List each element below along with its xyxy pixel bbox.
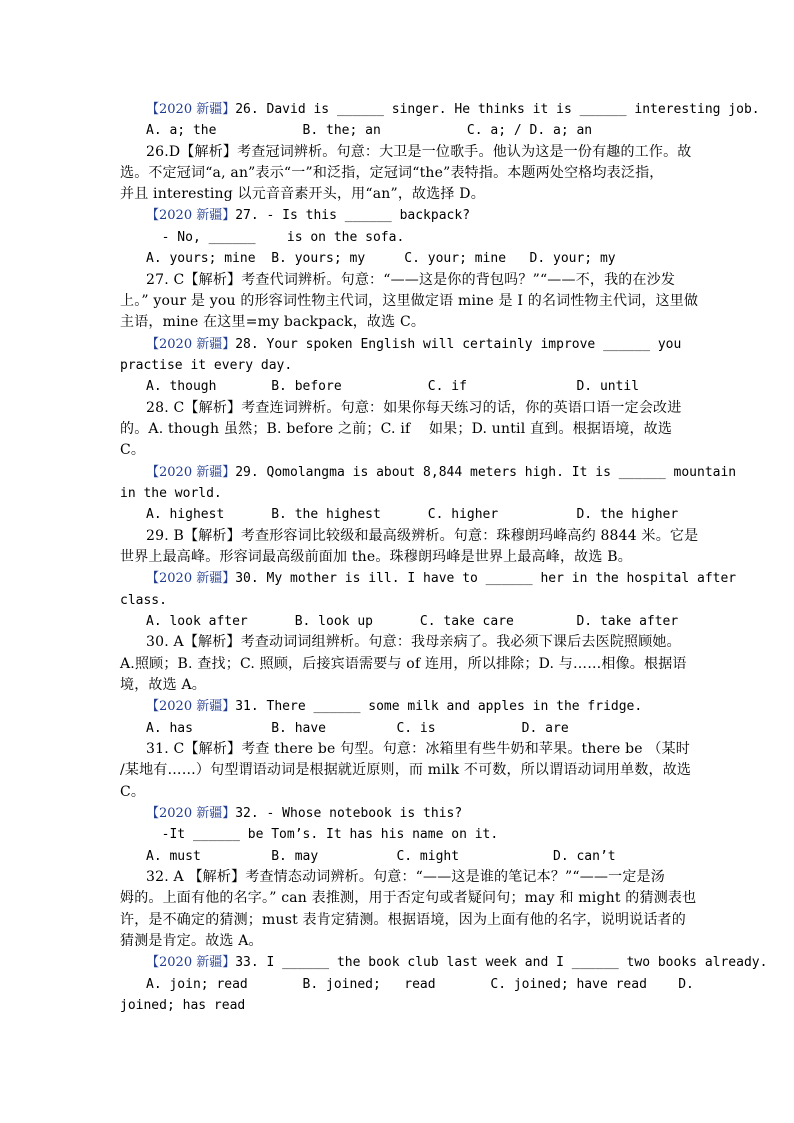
text-line [120, 932, 263, 951]
line-text: A. look after B. look up C. take care D. take after [146, 614, 679, 629]
text-line [120, 441, 145, 460]
text-line [146, 719, 569, 738]
text-line [120, 420, 672, 439]
line-text: 许，是不确定的猜测；must 表肯定猜测。根据语境，因为上面有他的名字，说明说话者的 [120, 912, 686, 928]
text-line [146, 825, 498, 844]
text-line [120, 484, 222, 503]
text-line [146, 804, 462, 823]
line-text: A. yours; mine B. yours; my C. your; mine D. your; my [146, 251, 616, 266]
text-line [120, 356, 292, 375]
text-line [146, 249, 616, 268]
line-text: 的。A. though 虽然；B. before 之前；C. if 如果；D. until 直到。根据语境，故选 [120, 421, 673, 437]
text-line [146, 697, 642, 716]
text-line [146, 206, 470, 225]
text-line [120, 996, 245, 1015]
line-text: 29. Qomolangma is about 8,844 meters high. It is ______ mountain [235, 465, 737, 480]
line-text: 30. My mother is ill. I have to ______ her in the hospital after [235, 571, 737, 586]
line-text: -It ______ be Tom’s. It has his name on it. [146, 827, 499, 842]
line-text: 33. I ______ the book club last week and I ______ two books already. [235, 955, 768, 970]
line-text: joined; has read [120, 998, 246, 1013]
line-text: C。 [120, 442, 146, 458]
line-text: C。 [120, 784, 146, 800]
text-line [120, 911, 686, 930]
line-text: 28. Your spoken English will certainly improve ______ you [235, 337, 682, 352]
line-text: 31. There ______ some milk and apples in the fridge. [235, 699, 643, 714]
line-text: 30. A【解析】考查动词词组辨析。句意：我母亲病了。我必须下课后去医院照顾她。 [146, 634, 681, 650]
line-text: 世界上最高峰。形容词最高级前面加 the。珠穆朗玛峰是世界上最高峰，故选 B。 [120, 549, 632, 565]
line-text: A. highest B. the highest C. higher D. the higher [146, 507, 679, 522]
text-line [120, 676, 206, 695]
text-line [120, 164, 663, 183]
text-line [120, 783, 145, 802]
text-line [146, 847, 616, 866]
line-text: A. has B. have C. is D. are [146, 721, 569, 736]
line-text: /某地有……）句型谓语动词是根据就近原则，而 milk 不可数，所以谓语动词用单数，故选 [120, 762, 692, 778]
line-text: 27. - Is this ______ backpack? [235, 208, 471, 223]
text-line [120, 591, 167, 610]
line-text: 并且 interesting 以元音音素开头，用“an”，故选择 D。 [120, 186, 485, 202]
line-text: A. must B. may C. might D. can’t [146, 849, 616, 864]
text-line [146, 377, 639, 396]
line-text: A. though B. before C. if D. until [146, 379, 640, 394]
line-text: 27. C【解析】考查代词辨析。句意：“——这是你的背包吗？”“——不，我的在沙发 [146, 272, 676, 288]
source-tag: 【2020 新疆】 [146, 699, 236, 714]
text-line [146, 953, 767, 972]
text-line [120, 889, 696, 908]
line-text: 主语，mine 在这里=my backpack，故选 C。 [120, 314, 426, 330]
line-text: 姆的。上面有他的名字。” can 表推测，用于否定句或者疑问句；may 和 might 的猜测表也 [120, 890, 697, 906]
source-tag: 【2020 新疆】 [146, 465, 236, 480]
line-text: 31. C【解析】考查 there be 句型。句意：冰箱里有些牛奶和苹果。there be （某时 [146, 741, 690, 757]
text-line [146, 740, 690, 759]
line-text: practise it every day. [120, 358, 293, 373]
source-tag: 【2020 新疆】 [146, 806, 236, 821]
text-line [120, 292, 698, 311]
line-text: 26.D【解析】考查冠词辨析。句意：大卫是一位歌手。他认为这是一份有趣的工作。故 [146, 144, 692, 160]
text-line [146, 527, 698, 546]
text-line [146, 100, 760, 119]
line-text: 猜测是肯定。故选 A。 [120, 933, 263, 949]
source-tag: 【2020 新疆】 [146, 337, 236, 352]
text-line [120, 185, 485, 204]
line-text: 32. - Whose notebook is this? [235, 806, 463, 821]
text-line [146, 505, 678, 524]
line-text: 上。” your 是 you 的形容词性物主代词，这里做定语 mine 是 I 的名词性物主代词，这里做 [120, 293, 699, 309]
text-line [146, 868, 665, 887]
line-text: in the world. [120, 486, 222, 501]
line-text: 境，故选 A。 [120, 677, 206, 693]
line-text: - No, ______ is on the sofa. [146, 230, 405, 245]
text-line [146, 271, 675, 290]
line-text: 28. C【解析】考查连词辨析。句意：如果你每天练习的话，你的英语口语一定会改进 [146, 400, 682, 416]
line-text: class. [120, 593, 167, 608]
text-line [120, 548, 632, 567]
text-line [146, 143, 692, 162]
line-text: A.照顾；B. 查找；C. 照顾，后接宾语需要与 of 连用，所以排除；D. 与……相像。根据语 [120, 656, 687, 672]
source-tag: 【2020 新疆】 [146, 571, 236, 586]
source-tag: 【2020 新疆】 [146, 955, 236, 970]
text-line [146, 463, 736, 482]
source-tag: 【2020 新疆】 [146, 102, 236, 117]
text-line [146, 121, 592, 140]
line-text: 32. A 【解析】考查情态动词辨析。句意：“——这是谁的笔记本？”“——一定是汤 [146, 869, 665, 885]
text-line [146, 612, 678, 631]
source-tag: 【2020 新疆】 [146, 208, 236, 223]
text-line [146, 975, 694, 994]
line-text: A. a; the B. the; an C. a; / D. a; an [146, 123, 593, 138]
line-text: A. join; read B. joined; read C. joined; have read D. [146, 977, 694, 992]
text-line [146, 633, 681, 652]
text-line [120, 313, 425, 332]
text-line [146, 569, 736, 588]
text-line [146, 399, 681, 418]
line-text: 29. B【解析】考查形容词比较级和最高级辨析。句意：珠穆朗玛峰高约 8844 米。它是 [146, 528, 699, 544]
line-text: 26. David is ______ singer. He thinks it is ______ interesting job. [235, 102, 760, 117]
line-text: 选。不定冠词“a, an”表示“一”和泛指，定冠词“the”表特指。本题两处空格均表泛指， [120, 165, 664, 181]
text-line [146, 335, 681, 354]
text-line [120, 761, 691, 780]
text-line [146, 228, 404, 247]
text-line [120, 655, 687, 674]
